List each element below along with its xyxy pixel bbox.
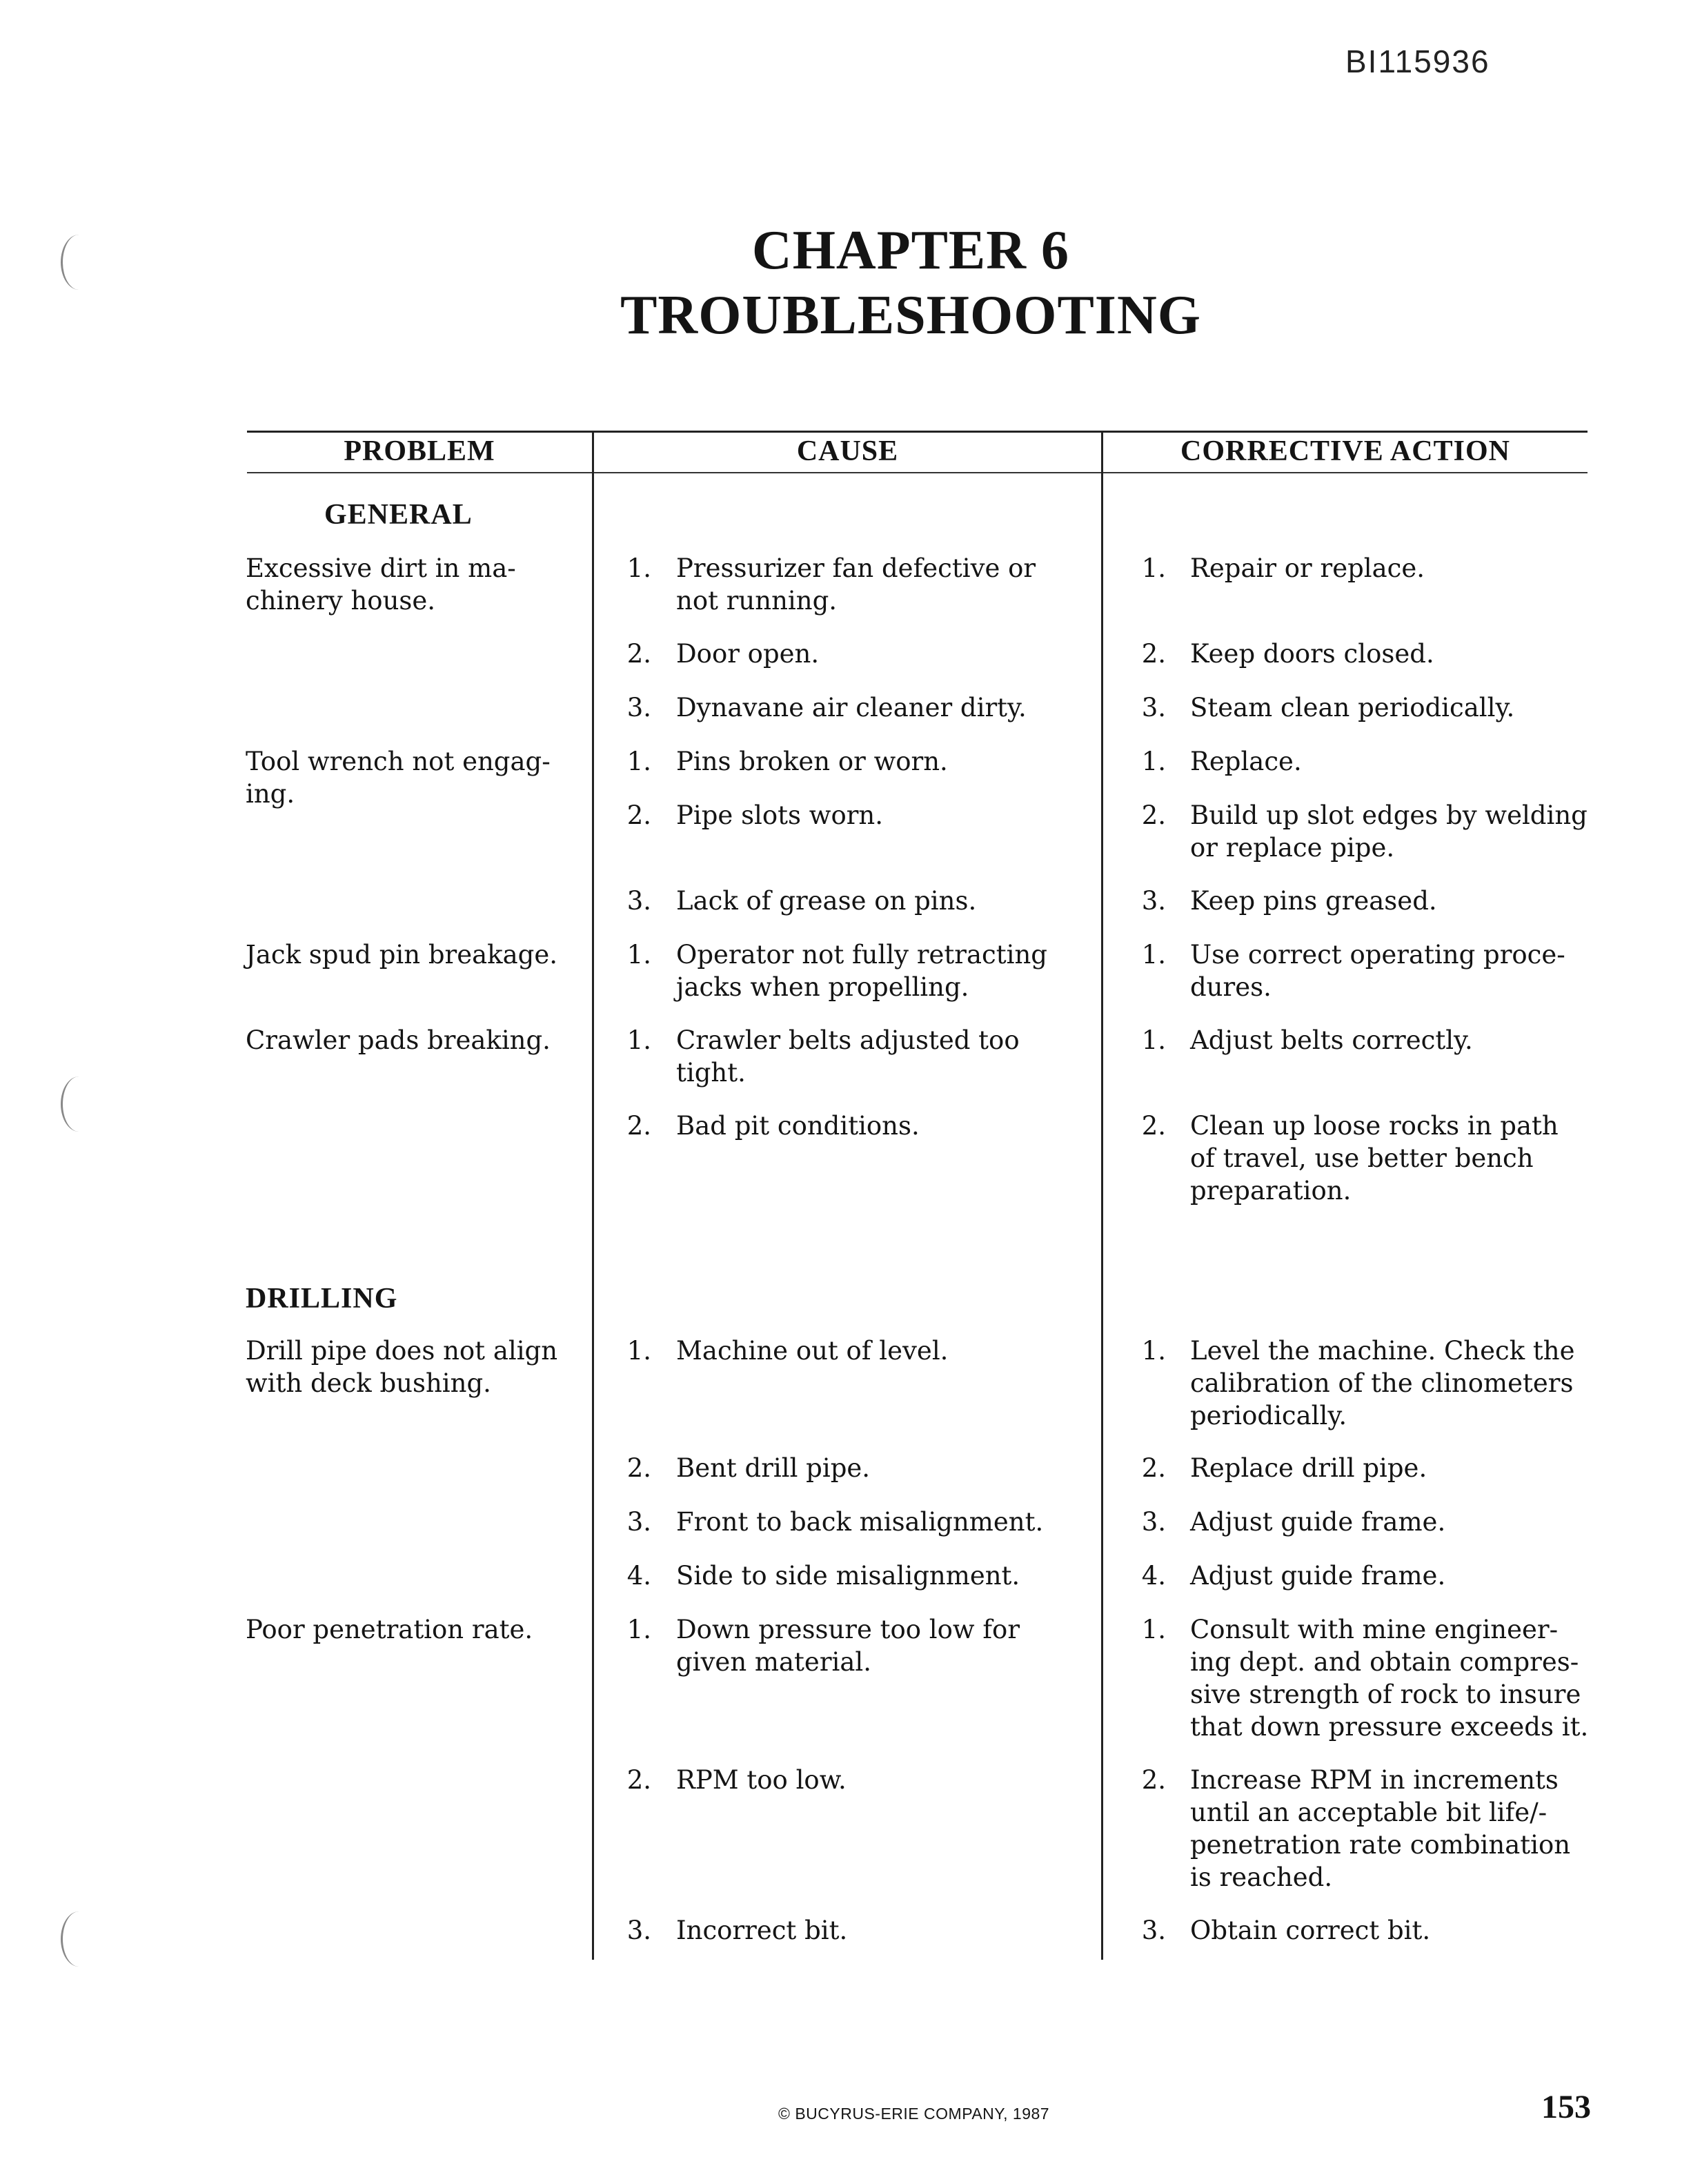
cause-number: 2.: [626, 639, 651, 669]
action-number: 3.: [1141, 886, 1166, 916]
section-general: GENERAL: [324, 499, 473, 531]
cause-number: 3.: [626, 886, 651, 916]
problem-text: Excessive dirt in ma- chinery house.: [246, 553, 516, 616]
table-top-rule: [247, 431, 1588, 433]
document-id: BI115936: [1345, 43, 1490, 79]
cause-text: Front to back misalignment.: [676, 1507, 1044, 1537]
action-number: 1.: [1141, 940, 1166, 970]
column-header-problem: PROBLEM: [344, 435, 495, 467]
column-header-cause: CAUSE: [796, 435, 899, 467]
cause-number: 3.: [626, 1916, 651, 1945]
action-text: Keep pins greased.: [1190, 886, 1437, 916]
action-text: Repair or replace.: [1190, 553, 1425, 583]
cause-number: 2.: [626, 1111, 651, 1141]
cause-text: Machine out of level.: [676, 1336, 949, 1366]
action-text: Steam clean periodically.: [1190, 693, 1515, 722]
action-number: 2.: [1141, 800, 1166, 830]
cause-text: Side to side misalignment.: [676, 1561, 1020, 1591]
column-divider-1: [592, 431, 594, 1960]
cause-text: Pipe slots worn.: [676, 800, 884, 830]
cause-number: 4.: [626, 1561, 651, 1591]
action-number: 2.: [1141, 1765, 1166, 1795]
copyright-footer: © BUCYRUS-ERIE COMPANY, 1987: [778, 2105, 1050, 2123]
problem-text: Tool wrench not engag- ing.: [246, 747, 551, 809]
action-text: Increase RPM in increments until an acceptable bit life/- penetration rate combination is reached.: [1190, 1765, 1571, 1892]
action-text: Adjust guide frame.: [1190, 1507, 1446, 1537]
cause-text: Down pressure too low for given material.: [676, 1615, 1020, 1677]
problem-text: Crawler pads breaking.: [246, 1025, 551, 1055]
column-divider-2: [1101, 431, 1103, 1960]
action-number: 3.: [1141, 1916, 1166, 1945]
action-text: Replace drill pipe.: [1190, 1453, 1427, 1483]
page-number: 153: [1541, 2089, 1591, 2125]
action-text: Level the machine. Check the calibration of the clinometers periodically.: [1190, 1336, 1575, 1430]
chapter-title: CHAPTER 6: [751, 220, 1070, 281]
action-number: 3.: [1141, 1507, 1166, 1537]
cause-number: 2.: [626, 800, 651, 830]
cause-text: Pins broken or worn.: [676, 747, 948, 776]
cause-number: 2.: [626, 1453, 651, 1483]
action-text: Build up slot edges by welding or replace pipe.: [1190, 800, 1588, 863]
cause-text: Bent drill pipe.: [676, 1453, 871, 1483]
cause-number: 1.: [626, 1025, 651, 1055]
cause-text: Crawler belts adjusted too tight.: [676, 1025, 1020, 1088]
binder-hole-mark: [61, 1076, 97, 1132]
cause-number: 1.: [626, 940, 651, 970]
binder-hole-mark: [61, 1911, 97, 1967]
cause-text: Incorrect bit.: [676, 1916, 848, 1945]
action-text: Keep doors closed.: [1190, 639, 1434, 669]
cause-text: Operator not fully retracting jacks when propelling.: [676, 940, 1047, 1002]
cause-number: 1.: [626, 553, 651, 583]
action-text: Obtain correct bit.: [1190, 1916, 1431, 1945]
cause-text: Bad pit conditions.: [676, 1111, 920, 1141]
action-number: 1.: [1141, 1336, 1166, 1366]
cause-number: 1.: [626, 1336, 651, 1366]
action-number: 1.: [1141, 1025, 1166, 1055]
problem-text: Jack spud pin breakage.: [246, 940, 558, 970]
chapter-subtitle: TROUBLESHOOTING: [620, 285, 1201, 346]
action-number: 2.: [1141, 1111, 1166, 1141]
cause-text: Pressurizer fan defective or not running.: [676, 553, 1036, 616]
cause-text: Dynavane air cleaner dirty.: [676, 693, 1027, 722]
action-text: Adjust guide frame.: [1190, 1561, 1446, 1591]
action-number: 3.: [1141, 693, 1166, 722]
problem-text: Drill pipe does not align with deck bushing.: [246, 1336, 558, 1398]
action-text: Adjust belts correctly.: [1190, 1025, 1473, 1055]
cause-text: Door open.: [676, 639, 820, 669]
section-drilling: DRILLING: [246, 1283, 398, 1315]
table-header-rule: [247, 472, 1588, 473]
action-text: Clean up loose rocks in path of travel, use better bench preparation.: [1190, 1111, 1559, 1206]
action-number: 1.: [1141, 1615, 1166, 1644]
column-header-action: CORRECTIVE ACTION: [1180, 435, 1510, 467]
action-number: 1.: [1141, 747, 1166, 776]
cause-number: 1.: [626, 1615, 651, 1644]
action-number: 2.: [1141, 1453, 1166, 1483]
cause-number: 1.: [626, 747, 651, 776]
cause-number: 2.: [626, 1765, 651, 1795]
cause-text: Lack of grease on pins.: [676, 886, 977, 916]
problem-text: Poor penetration rate.: [246, 1615, 533, 1644]
action-number: 4.: [1141, 1561, 1166, 1591]
action-number: 2.: [1141, 639, 1166, 669]
action-text: Consult with mine engineer- ing dept. and obtain compres- sive strength of rock to insure that down pressure exceeds it.: [1190, 1615, 1589, 1742]
action-text: Use correct operating proce- dures.: [1190, 940, 1565, 1002]
cause-number: 3.: [626, 1507, 651, 1537]
action-number: 1.: [1141, 553, 1166, 583]
cause-number: 3.: [626, 693, 651, 722]
cause-text: RPM too low.: [676, 1765, 847, 1795]
binder-hole-mark: [61, 235, 97, 290]
action-text: Replace.: [1190, 747, 1302, 776]
